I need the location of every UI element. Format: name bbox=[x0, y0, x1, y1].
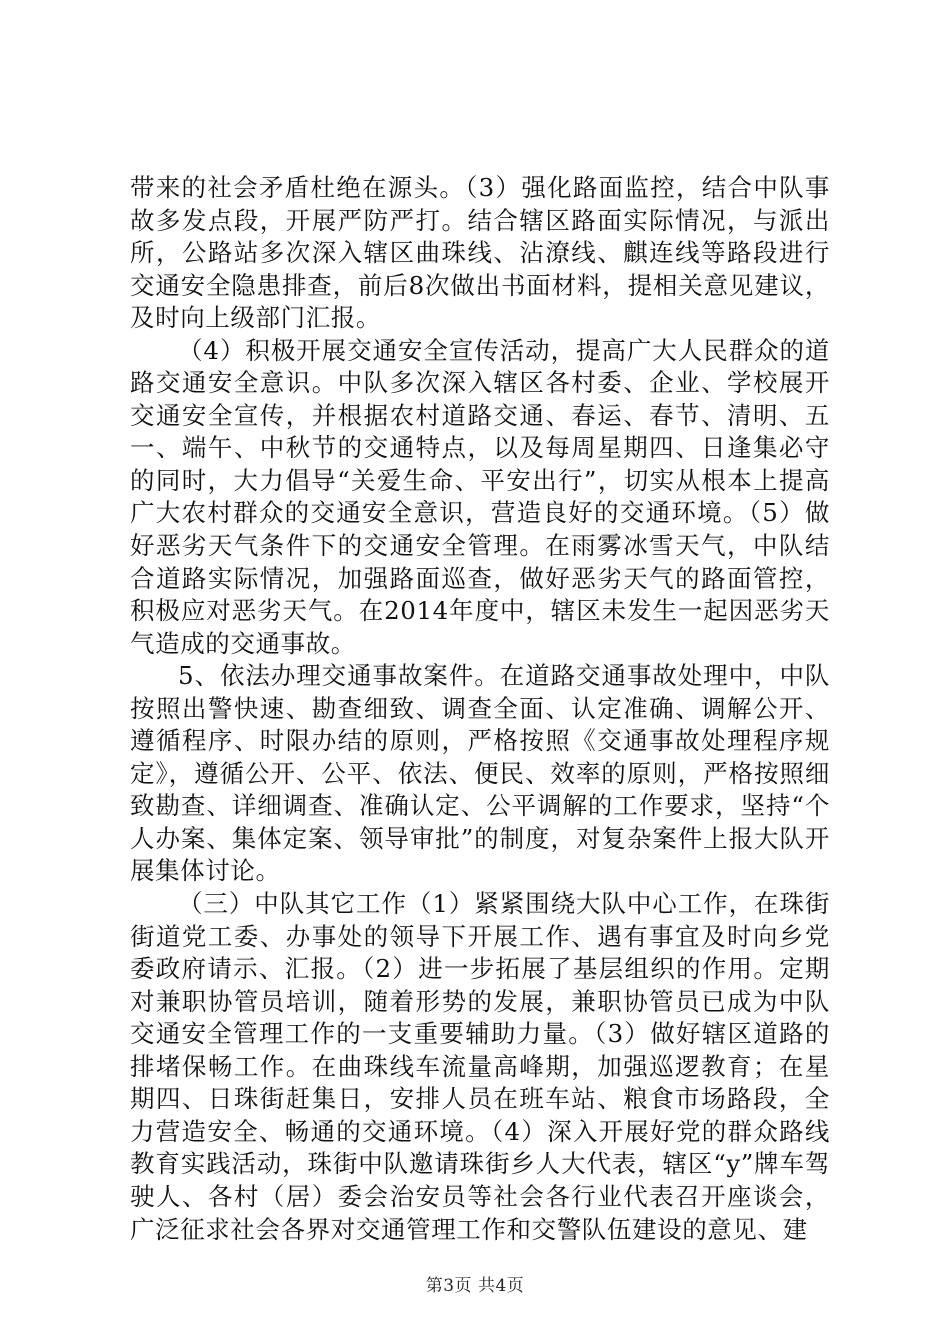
paragraph-1: 带来的社会矛盾杜绝在源头。（3）强化路面监控，结合中队事故多发点段，开展严防严打。结合辖区路面实际情况，与派出所，公路站多次深入辖区曲珠线、沾潦线、麒连线等路段进行交通安全隐患排查，前后8次做出书面材料，提相关意见建议，及时向上级部门汇报。 bbox=[130, 173, 830, 333]
page-footer: 第3页 共4页 bbox=[425, 1276, 525, 1296]
paragraph-4: （三）中队其它工作（1）紧紧围绕大队中心工作，在珠街街道党工委、办事处的领导下开展工作、遇有事宜及时向乡党委政府请示、汇报。（2）进一步拓展了基层组织的作用。定期对兼职协管员培训，随着形势的发展，兼职协管员已成为中队交通安全管理工作的一支重要辅助力量。（3）做好辖区道路的排堵保畅工作。在曲珠线车流量高峰期，加强巡逻教育；在星期四、日珠街赶集日，安排人员在班车站、粮食市场路段，全力营造安全、畅通的交通环境。（4）深入开展好党的群众路线教育实践活动，珠街中队邀请珠街乡人大代表，辖区“y”牌车驾驶人、各村（居）委会治安员等社会各行业代表召开座谈会，广泛征求社会各界对交通管理工作和交警队伍建设的意见、建 bbox=[130, 889, 830, 1244]
paragraph-2: （4）积极开展交通安全宣传活动，提高广大人民群众的道路交通安全意识。中队多次深入辖区各村委、企业、学校展开交通安全宣传，并根据农村道路交通、春运、春节、清明、五一、端午、中秋节的交通特点，以及每周星期四、日逢集必守的同时，大力倡导“关爱生命、平安出行”，切实从根本上提高广大农村群众的交通安全意识，营造良好的交通环境。（5）做好恶劣天气条件下的交通安全管理。在雨雾冰雪天气，中队结合道路实际情况，加强路面巡查，做好恶劣天气的路面管控，积极应对恶劣天气。在2014年度中，辖区未发生一起因恶劣天气造成的交通事故。 bbox=[130, 335, 830, 658]
document-body bbox=[130, 172, 830, 1246]
paragraph-3: 5、依法办理交通事故案件。在道路交通事故处理中，中队按照出警快速、勘查细致、调查全面、认定准确、调解公开、遵循程序、时限办结的原则，严格按照《交通事故处理程序规定》，遵循公开、公平、依法、便民、效率的原则，严格按照细致勘查、详细调查、准确认定、公平调解的工作要求，坚持“个人办案、集体定案、领导审批”的制度，对复杂案件上报大队开展集体讨论。 bbox=[130, 661, 830, 886]
